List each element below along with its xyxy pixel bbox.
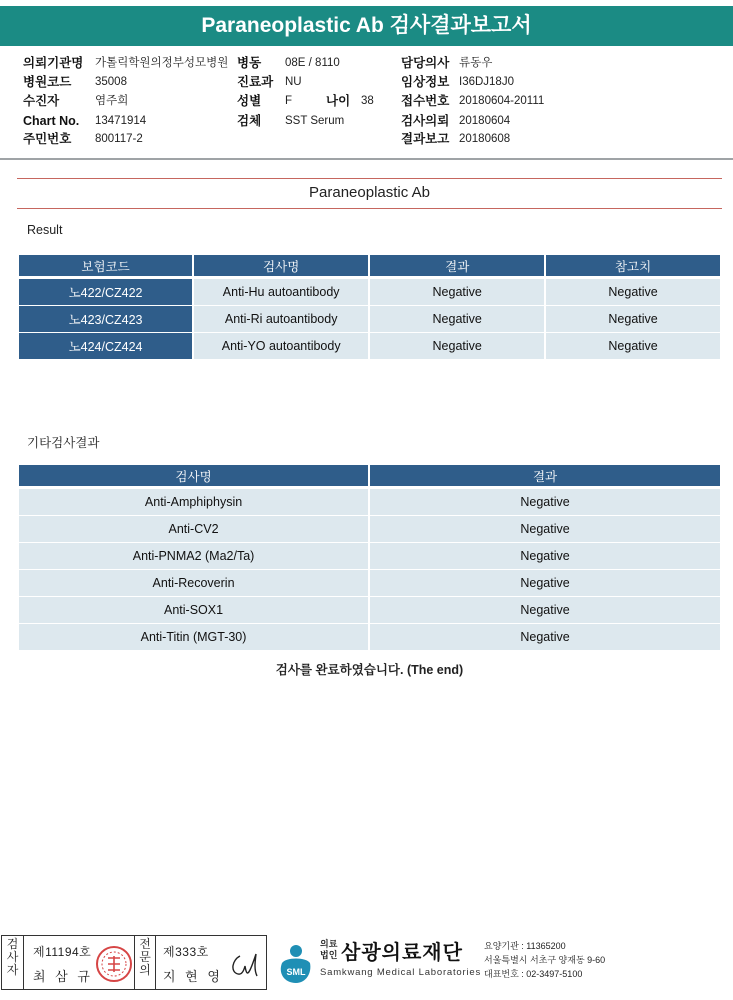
clinical-value: I36DJ18J0 xyxy=(459,76,514,88)
chart-label: Chart No. xyxy=(23,114,80,128)
examiner-seal-icon xyxy=(94,944,134,984)
receipt-value: 20180604-20111 xyxy=(459,95,545,107)
test-name: Anti-CV2 xyxy=(19,516,368,543)
sex-label: 성별 xyxy=(237,94,262,108)
table-row xyxy=(19,516,720,543)
checker-label-text: 전 문 의 xyxy=(139,937,151,977)
doctor-label: 담당의사 xyxy=(401,56,450,70)
table-row xyxy=(19,624,720,651)
dept-value: NU xyxy=(285,76,302,88)
other-table-header xyxy=(19,465,720,489)
collector-label: 수진자 xyxy=(23,94,60,108)
ward-label: 병동 xyxy=(237,56,262,70)
checker-label xyxy=(134,936,156,989)
request-value: 20180604 xyxy=(459,115,511,127)
other-results-table xyxy=(17,465,722,651)
col-header: 검사명 xyxy=(19,465,368,489)
age-label: 나이 xyxy=(326,94,351,108)
lab-contact xyxy=(484,939,605,981)
test-name: Anti-YO autoantibody xyxy=(194,333,368,360)
doctor-value: 류동우 xyxy=(459,57,493,69)
reference-value: Negative xyxy=(546,279,720,306)
hospital-label: 의뢰기관명 xyxy=(23,56,84,70)
table-row xyxy=(19,333,720,360)
test-result: Negative xyxy=(370,489,720,516)
col-header: 참고치 xyxy=(546,255,720,279)
table-row xyxy=(19,279,720,306)
result-label: Result xyxy=(27,223,63,237)
org-name: 삼광의료재단 xyxy=(341,942,463,964)
hosp-code-label: 병원코드 xyxy=(23,75,72,89)
org-english-name: Samkwang Medical Laboratories xyxy=(320,967,482,978)
info-row-5 xyxy=(0,130,733,148)
examiner-number: 제11194호 xyxy=(33,945,92,959)
section-title: Paraneoplastic Ab xyxy=(309,184,430,201)
hosp-code-value: 35008 xyxy=(95,76,127,88)
reference-value: Negative xyxy=(546,333,720,360)
chart-value: 13471914 xyxy=(95,115,147,127)
test-result: Negative xyxy=(370,333,544,360)
test-result: Negative xyxy=(370,516,720,543)
specimen-value: SST Serum xyxy=(285,115,345,127)
age-value: 38 xyxy=(361,95,374,107)
dept-label: 진료과 xyxy=(237,75,274,89)
report-title: Paraneoplastic Ab 검사결과보고서 xyxy=(0,6,733,46)
lab-footer xyxy=(272,935,733,990)
test-result: Negative xyxy=(370,597,720,624)
examiner-name: 최 삼 규 xyxy=(33,969,93,984)
header-divider xyxy=(0,158,733,160)
insurance-code: 노423/CZ423 xyxy=(19,306,192,333)
resident-label: 주민번호 xyxy=(23,132,72,146)
clinical-label: 임상정보 xyxy=(401,75,450,89)
signature-box xyxy=(1,935,267,990)
col-header: 결과 xyxy=(370,465,720,489)
hospital-value: 가톨릭학원의정부성모병원 xyxy=(95,57,229,69)
other-results-label: 기타검사결과 xyxy=(27,436,100,450)
insurance-code: 노424/CZ424 xyxy=(19,333,192,360)
section-rule-bottom xyxy=(17,208,722,209)
table-row xyxy=(19,597,720,624)
test-result: Negative xyxy=(370,543,720,570)
request-label: 검사의뢰 xyxy=(401,114,450,128)
table-row xyxy=(19,489,720,516)
section-rule-top xyxy=(17,178,722,179)
sml-logo-icon xyxy=(272,939,316,985)
examiner-label xyxy=(2,936,24,989)
lab-phone: 대표번호 : 02-3497-5100 xyxy=(484,969,583,979)
checker-signature-icon xyxy=(226,946,264,982)
info-row-2 xyxy=(0,73,733,91)
collector-value: 염주희 xyxy=(95,95,129,107)
test-name: Anti-Titin (MGT-30) xyxy=(19,624,368,651)
receipt-label: 접수번호 xyxy=(401,94,450,108)
test-result: Negative xyxy=(370,306,544,333)
test-name: Anti-Hu autoantibody xyxy=(194,279,368,306)
patient-info xyxy=(0,54,733,154)
info-row-1 xyxy=(0,54,733,72)
org-type: 의료 법인 xyxy=(320,939,338,960)
lab-code: 요양기관 : 11365200 xyxy=(484,941,566,951)
table-row xyxy=(19,543,720,570)
result-table xyxy=(17,255,722,360)
test-name: Anti-SOX1 xyxy=(19,597,368,624)
table-row xyxy=(19,306,720,333)
ward-value: 08E / 8110 xyxy=(285,57,340,69)
test-result: Negative xyxy=(370,279,544,306)
reference-value: Negative xyxy=(546,306,720,333)
sex-value: F xyxy=(285,95,293,107)
report-label: 결과보고 xyxy=(401,132,450,146)
report-value: 20180608 xyxy=(459,133,511,145)
col-header: 검사명 xyxy=(194,255,368,279)
checker-number: 제333호 xyxy=(163,945,209,959)
result-table-header xyxy=(19,255,720,279)
test-result: Negative xyxy=(370,624,720,651)
test-name: Anti-Ri autoantibody xyxy=(194,306,368,333)
checker-name: 지 현 영 xyxy=(163,969,223,984)
test-result: Negative xyxy=(370,570,720,597)
table-row xyxy=(19,570,720,597)
lab-address: 서울특별시 서초구 양재동 9-60 xyxy=(484,955,606,965)
col-header: 결과 xyxy=(370,255,544,279)
specimen-label: 검체 xyxy=(237,114,262,128)
info-row-3 xyxy=(0,92,733,110)
insurance-code: 노422/CZ422 xyxy=(19,279,192,306)
end-note: 검사를 완료하였습니다. (The end) xyxy=(275,663,464,677)
test-name: Anti-Amphiphysin xyxy=(19,489,368,516)
resident-value: 800117-2 xyxy=(95,133,143,145)
examiner-label-text: 검 사 자 xyxy=(6,937,19,977)
col-header: 보험코드 xyxy=(19,255,192,279)
test-name: Anti-Recoverin xyxy=(19,570,368,597)
svg-text:SML: SML xyxy=(286,967,306,977)
info-row-4 xyxy=(0,112,733,130)
test-name: Anti-PNMA2 (Ma2/Ta) xyxy=(19,543,368,570)
